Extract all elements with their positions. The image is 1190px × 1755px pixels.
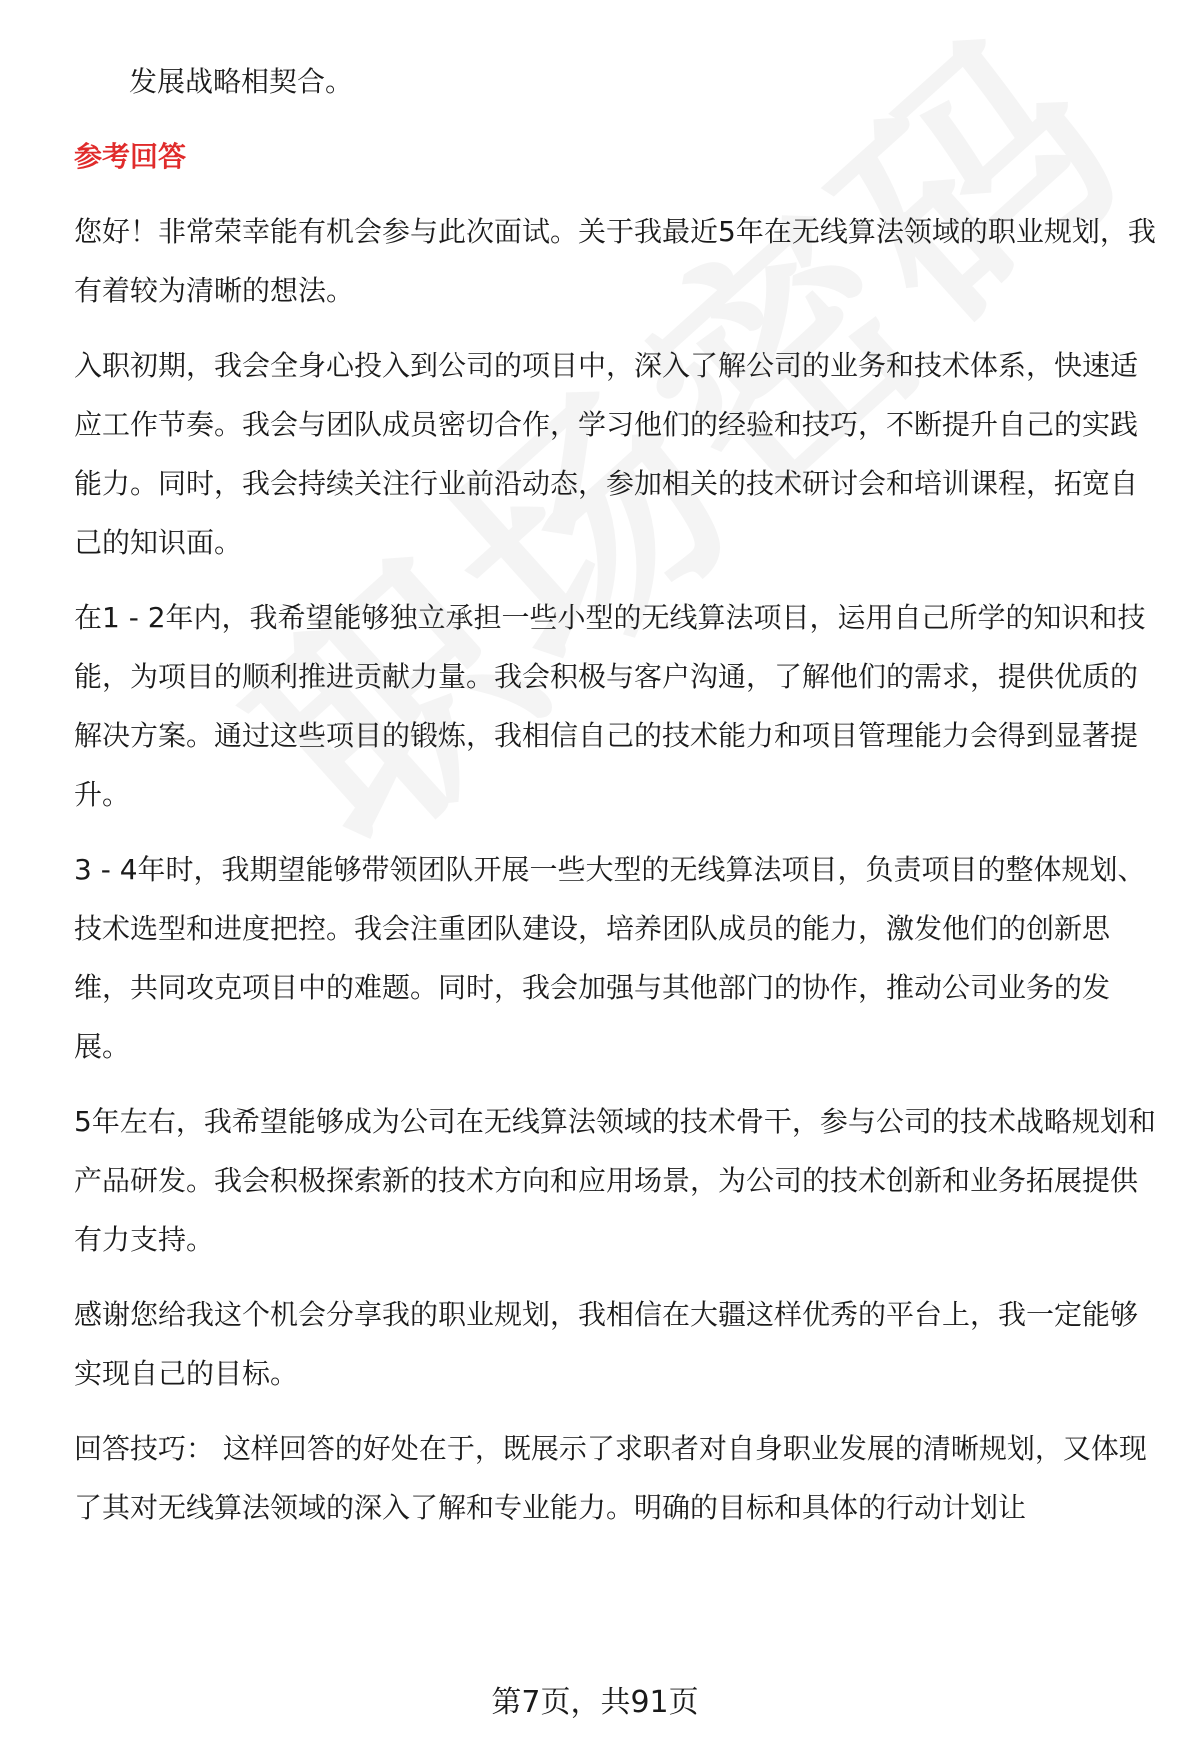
page-content [74, 52, 1156, 1537]
section-heading: 参考回答 [74, 140, 187, 173]
paragraph-answer-tips: 回答技巧： 这样回答的好处在于，既展示了求职者对自身职业发展的清晰规划，又体现了其对无线算法领域的深入了解和专业能力。明确的目标和具体的行动计划让 [74, 1432, 1147, 1524]
paragraph-initial-stage: 入职初期，我会全身心投入到公司的项目中，深入了解公司的业务和技术体系，快速适应工作节奏。我会与团队成员密切合作，学习他们的经验和技巧，不断提升自己的实践能力。同时，我会持续关注行业前沿动态，参加相关的技术研讨会和培训课程，拓宽自己的知识面。 [74, 349, 1139, 559]
page-footer: 第7页，共91页 [491, 1685, 699, 1720]
paragraph-5-years: 5年左右，我希望能够成为公司在无线算法领域的技术骨干，参与公司的技术战略规划和产品研发。我会积极探索新的技术方向和应用场景，为公司的技术创新和业务拓展提供有力支持。 [74, 1105, 1156, 1256]
continuation-text: 发展战略相契合。 [129, 65, 354, 98]
paragraph-intro: 您好！非常荣幸能有机会参与此次面试。关于我最近5年在无线算法领域的职业规划，我有着较为清晰的想法。 [74, 215, 1156, 307]
paragraph-3-4-years: 3 - 4年时，我期望能够带领团队开展一些大型的无线算法项目，负责项目的整体规划、技术选型和进度把控。我会注重团队建设，培养团队成员的能力，激发他们的创新思维，共同攻克项目中的难题。同时，我会加强与其他部门的协作，推动公司业务的发展。 [74, 853, 1146, 1063]
paragraph-1-2-years: 在1 - 2年内，我希望能够独立承担一些小型的无线算法项目，运用自己所学的知识和技能，为项目的顺利推进贡献力量。我会积极与客户沟通，了解他们的需求，提供优质的解决方案。通过这些项目的锻炼，我相信自己的技术能力和项目管理能力会得到显著提升。 [74, 601, 1146, 811]
paragraph-thanks: 感谢您给我这个机会分享我的职业规划，我相信在大疆这样优秀的平台上，我一定能够实现自己的目标。 [74, 1298, 1139, 1390]
